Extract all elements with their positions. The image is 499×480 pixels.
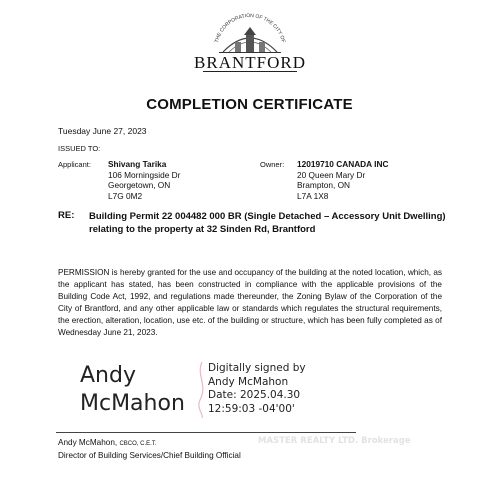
owner-postal: L7A 1X8: [297, 190, 329, 201]
digital-signature-line3: Date: 2025.04.30: [208, 389, 301, 401]
signature-name: [80, 362, 185, 418]
document-title: COMPLETION CERTIFICATE: [146, 96, 353, 113]
issued-to-label: ISSUED TO:: [58, 144, 101, 153]
signatory-title: Director of Building Services/Chief Building Official: [58, 451, 241, 460]
owner-address1: 20 Queen Mary Dr: [297, 169, 366, 180]
signature-first-name: Andy: [80, 363, 136, 388]
re-subject: Building Permit 22 004482 000 BR (Single Detached – Accessory Unit Dwelling) relating to the property at 32 Sinden Rd, Brantford: [89, 211, 446, 235]
logo-arc-text: THE CORPORATION OF THE CITY OF: [213, 12, 287, 44]
signatory-block: [58, 437, 241, 461]
digital-signature-line2: Andy McMahon: [208, 375, 289, 388]
applicant-postal: L7G 0M2: [108, 190, 143, 201]
digital-signature-line1: Digitally signed by: [208, 362, 306, 374]
signature-last-name: McMahon: [80, 391, 185, 416]
applicant-address2: Georgetown, ON: [108, 180, 171, 190]
issue-date: Tuesday June 27, 2023: [58, 126, 147, 136]
applicant-address1: 106 Morningside Dr: [108, 169, 181, 180]
digital-signature-block[interactable]: [208, 362, 306, 416]
signatory-credentials: CBCO, C.E.T.: [119, 441, 157, 447]
signatory-name: Andy McMahon,: [58, 438, 118, 447]
owner-address2: Brampton, ON: [297, 180, 351, 190]
signature-mark-icon: [192, 360, 212, 420]
applicant-name: Shivang Tarika: [108, 159, 167, 169]
digital-signature-line4: 12:59:03 -04'00': [208, 402, 295, 415]
owner-name: 12019710 CANADA INC: [297, 159, 389, 169]
watermark: MASTER REALTY LTD. Brokerage: [258, 436, 411, 446]
logo-wordmark: BRANTFORD: [194, 53, 306, 72]
city-logo: [183, 8, 317, 74]
applicant-label: Applicant:: [58, 160, 91, 169]
owner-label: Owner:: [260, 160, 285, 169]
signature-line: [56, 432, 356, 433]
brantford-crest-icon: [183, 8, 317, 74]
re-label: RE:: [58, 210, 75, 221]
permission-paragraph: PERMISSION is hereby granted for the use and occupancy of the building at the noted location, which, as the applicant has stated, has been constructed in compliance with the applicable provisions of the Building Code Act, 1992, and regulations made thereunder, the Zoning Bylaw of the Corporation of the City of Brantford, and any other applicable law or standards which regulates the structural requirements, the erection, alteration, location, use etc. of the building or structure, which has been fully completed as of Wednesday June 21, 2023.: [58, 268, 442, 337]
